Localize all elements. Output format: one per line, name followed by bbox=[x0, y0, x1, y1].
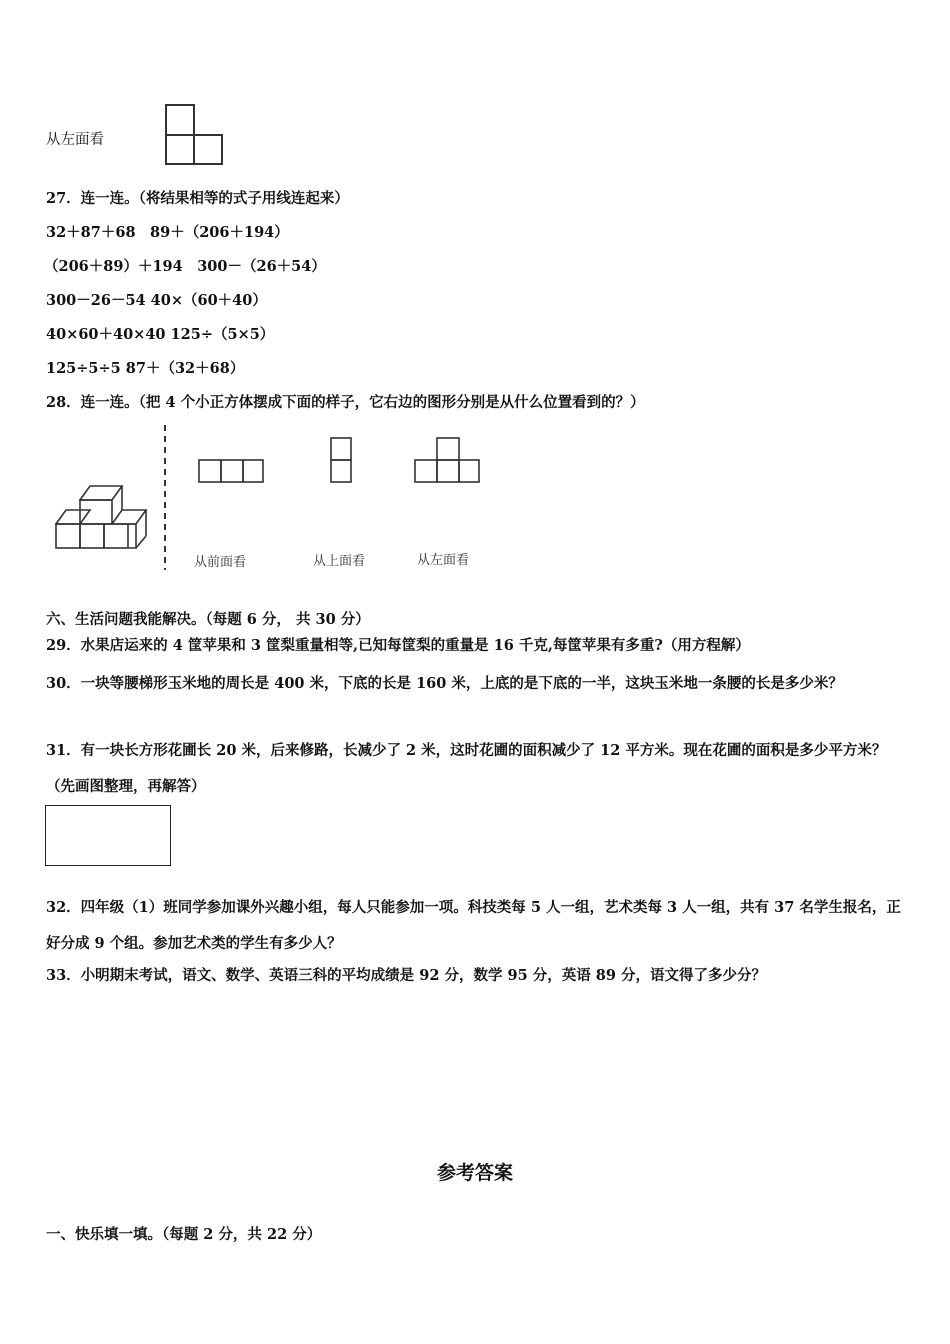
q27-row-2: （206＋89）＋194 300－（26＋54） bbox=[44, 258, 326, 275]
cube-stack-figure bbox=[52, 480, 162, 560]
drawing-box[interactable] bbox=[45, 805, 171, 866]
q29-text: 29．水果店运来的 4 筐苹果和 3 筐梨重量相等,已知每筐梨的重量是 16 千克,每筐苹果有多重?（用方程解） bbox=[46, 637, 750, 654]
q28-title: 28．连一连。（把 4 个小正方体摆成下面的样子，它右边的图形分别是从什么位置看到的？） bbox=[46, 394, 645, 411]
answer-section-1: 一、快乐填一填。（每题 2 分，共 22 分） bbox=[46, 1226, 322, 1243]
view-label-left: 从左面看 bbox=[46, 132, 104, 148]
divider-dashed-line bbox=[162, 425, 168, 575]
q31-text: 31．有一块长方形花圃长 20 米，后来修路，长减少了 2 米，这时花圃的面积减少了 12 平方米。现在花圃的面积是多少平方米？（先画图整理，再解答） bbox=[46, 742, 887, 795]
answer-heading: 参考答案 bbox=[436, 1162, 513, 1184]
q27-row-4: 40×60＋40×40 125÷（5×5） bbox=[46, 326, 275, 343]
caption-front: 从前面看 bbox=[194, 555, 247, 570]
section6-heading: 六、生活问题我能解决。（每题 6 分， 共 30 分） bbox=[46, 611, 370, 628]
front-view-figure bbox=[197, 458, 267, 484]
q27-row-3: 300－26－54 40×（60＋40） bbox=[46, 292, 267, 309]
caption-top: 从上面看 bbox=[313, 554, 366, 569]
left-view-figure bbox=[162, 100, 232, 170]
q33-text: 33．小明期末考试，语文、数学、英语三科的平均成绩是 92 分，数学 95 分，英语 89 分，语文得了多少分？ bbox=[46, 967, 766, 984]
left-view-figure-2 bbox=[413, 436, 483, 484]
q30-text: 30．一块等腰梯形玉米地的周长是 400 米，下底的长是 160 米，上底的是下底的一半，这块玉米地一条腰的长是多少米？ bbox=[46, 675, 843, 692]
caption-left: 从左面看 bbox=[417, 553, 470, 568]
q27-title: 27．连一连。（将结果相等的式子用线连起来） bbox=[46, 190, 349, 207]
q27-row-5: 125÷5÷5 87＋（32＋68） bbox=[46, 360, 245, 377]
top-view-figure bbox=[329, 436, 355, 484]
q27-row-1: 32＋87＋68 89＋（206＋194） bbox=[46, 224, 289, 241]
q32-text: 32．四年级（1）班同学参加课外兴趣小组，每人只能参加一项。科技类每 5 人一组，艺术类每 3 人一组，共有 37 名学生报名，正好分成 9 个组。参加艺术类的学生有多少人？ bbox=[46, 899, 901, 952]
